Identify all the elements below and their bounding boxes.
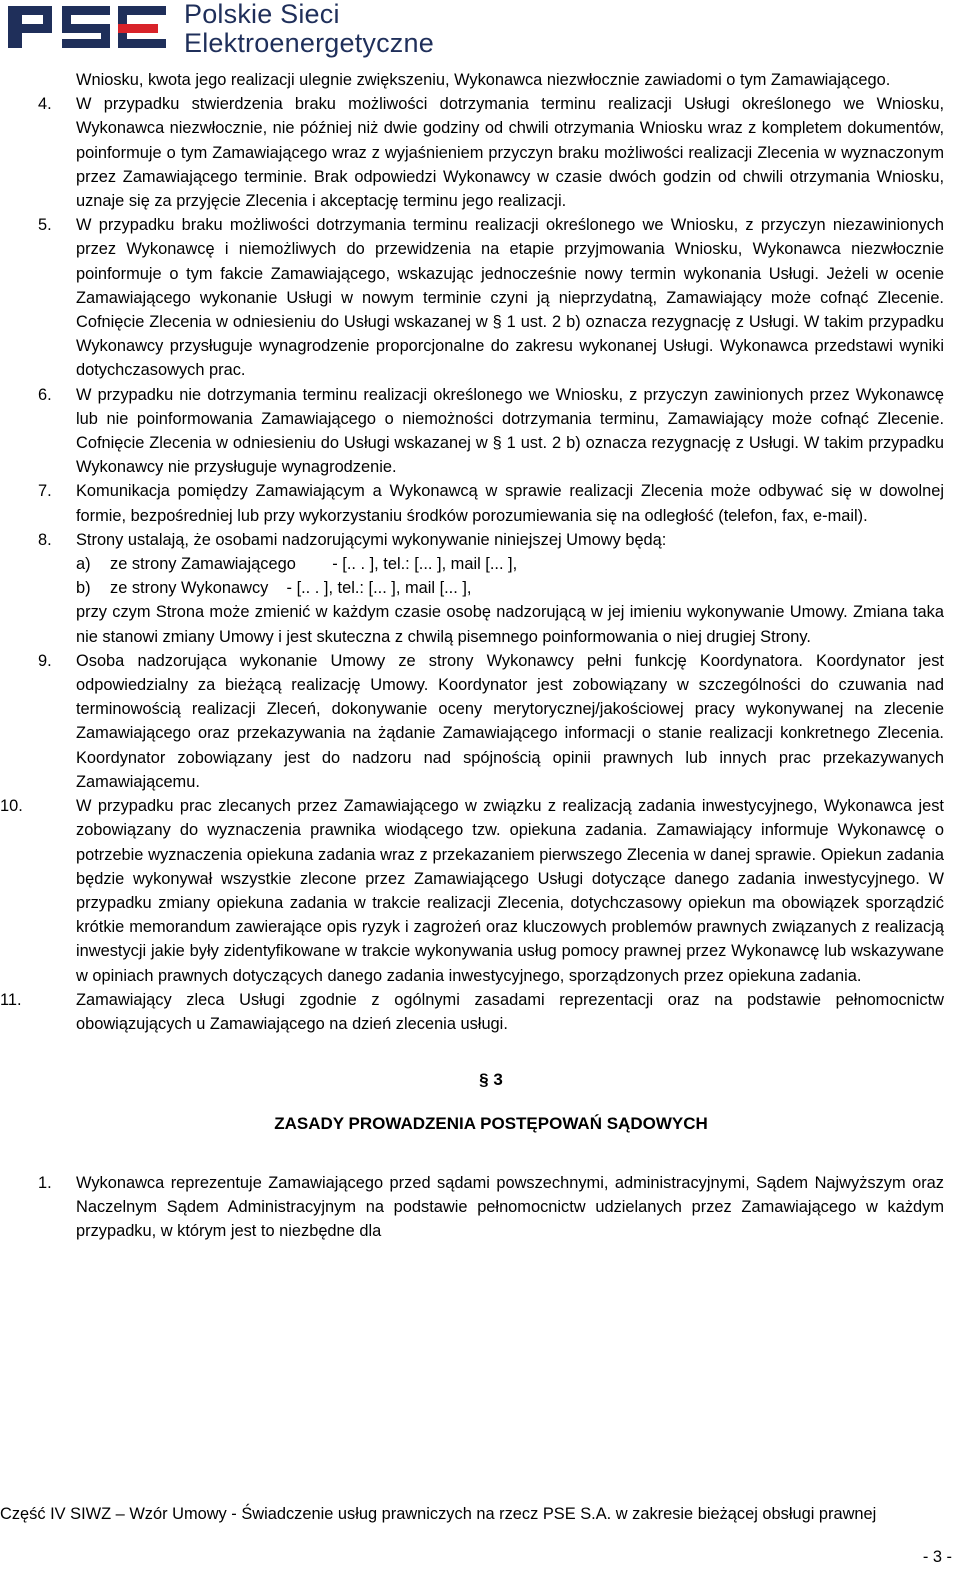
item-number: 10. xyxy=(0,797,23,816)
page-footer xyxy=(0,1502,960,1526)
list-item xyxy=(38,383,944,480)
item-text: Komunikacja pomiędzy Zamawiającym a Wykonawcą w sprawie realizacji Zlecenia może odbywać się w dowolnej formie, bezpośredniej lub przy wykorzystaniu środków porozumiewania się na odległość (telefon, fax, e-mail). xyxy=(76,482,944,525)
section-sign: § 3 xyxy=(479,1070,503,1090)
sub-item xyxy=(38,576,944,600)
list-item xyxy=(0,794,944,988)
footer-text: Część IV SIWZ – Wzór Umowy - Świadczenie usług prawniczych na rzecz PSE S.A. w zakresie bieżącej obsługi prawnej xyxy=(0,1505,877,1523)
section-list xyxy=(38,1171,944,1244)
list-item xyxy=(38,479,944,527)
list-item xyxy=(38,528,944,649)
page-header xyxy=(8,0,528,60)
sub-item-letter: b) xyxy=(76,579,91,598)
sub-item-letter: a) xyxy=(76,555,91,574)
item-number: 8. xyxy=(38,530,52,549)
item-number: 1. xyxy=(38,1173,52,1192)
item-text: W przypadku nie dotrzymania terminu realizacji określonego we Wniosku, z przyczyn zawinionych przez Wykonawcę lub nie poinformowania Zamawiającego o niemożności dotrzymania terminu, Zamawiający może cofnąć Zlecenie. Cofnięcie Zlecenia w odniesieniu do Usługi wskazanej w § 1 ust. 2 b) oznacza rezygnację z Usługi. W takim przypadku Wykonawcy nie przysługuje wynagrodzenie. xyxy=(76,385,944,477)
sub-item-text: ze strony Wykonawcy - [.. . ], tel.: [... ], mail [... ], xyxy=(110,579,472,598)
company-name-line1: Polskie Sieci xyxy=(184,0,340,29)
company-name xyxy=(184,0,434,58)
list-item xyxy=(38,213,944,382)
company-name-line2: Elektroenergetyczne xyxy=(184,28,434,58)
list-item xyxy=(0,988,944,1036)
list-item xyxy=(38,92,944,213)
sub-item xyxy=(38,552,944,576)
item-number: 11. xyxy=(0,990,22,1009)
list-item xyxy=(38,649,944,794)
item-number: 9. xyxy=(38,651,52,670)
item-number: 4. xyxy=(38,95,52,114)
item-text: W przypadku stwierdzenia braku możliwości dotrzymania terminu realizacji Usługi określonego we Wniosku, Wykonawca niezwłocznie, nie później niż dwie godziny od chwili otrzymania Wniosku wraz z kompletem dokumentów, poinformuje o tym Zamawiającego wraz z wyjaśnieniem przyczyn braku możliwości realizacji Zlecenia w wyznaczonym przez Zamawiającego terminie. Brak odpowiedzi Wykonawcy w czasie dwóch godzin od chwili otrzymania Wniosku, uznaje się za przyjęcie Zlecenia i akceptację terminu jego realizacji. xyxy=(76,95,944,211)
item-text: W przypadku prac zlecanych przez Zamawiającego w związku z realizacją zadania inwestycyjnego, Wykonawca jest zobowiązany do wyznaczenia prawnika wiodącego tzw. opiekuna zadania. Zamawiający informuje Wykonawcę o potrzebie wyznaczenia opiekuna zadania wraz z przekazaniem pierwszego Zlecenia w danej sprawie. Opiekun zadania będzie wykonywał wszystkie zlecone przez Zamawiającego Usługi dotyczące danego zadania inwestycyjnego. W przypadku zmiany opiekuna zadania w trakcie realizacji Zlecenia, dotychczasowy opiekun ma obowiązek sporządzić krótkie memorandum zawierające opis ryzyk i zagrożeń oraz kluczowych problemów prawnych związanych z realizacją inwestycji jakie były zidentyfikowane w trakcie wykonywania usług pomocy prawnej przez Wykonawcę lub wskazywane w opiniach prawnych dotyczących danego zadania inwestycyjnego, sporządzonych przez opiekuna zadania. xyxy=(76,797,944,985)
item-text: Strony ustalają, że osobami nadzorującymi wykonywanie niniejszej Umowy będą: xyxy=(76,530,667,549)
item-text: Wykonawca reprezentuje Zamawiającego przed sądami powszechnymi, administracyjnymi, Sądem Najwyższym oraz Naczelnym Sądem Administracyjnym na podstawie pełnomocnictw udzielanych przez Zamawiającego w każdym przypadku, w którym jest to niezbędne dla xyxy=(76,1173,944,1240)
document-body xyxy=(0,68,944,1243)
list-item xyxy=(38,1171,944,1244)
section-title: ZASADY PROWADZENIA POSTĘPOWAŃ SĄDOWYCH xyxy=(274,1114,708,1134)
item-text: Zamawiający zleca Usługi zgodnie z ogólnymi zasadami reprezentacji oraz na podstawie pełnomocnictw obowiązujących u Zamawiającego na dzień zlecenia usługi. xyxy=(76,990,944,1033)
pse-logo xyxy=(8,2,168,58)
page-number: - 3 - xyxy=(922,1548,952,1566)
item-number: 7. xyxy=(38,482,52,501)
sub-item-text: ze strony Zamawiającego - [.. . ], tel.: [... ], mail [... ], xyxy=(110,555,518,574)
item-number: 6. xyxy=(38,385,52,404)
item-text: Osoba nadzorująca wykonanie Umowy ze strony Wykonawcy pełni funkcję Koordynatora. Koordynator jest odpowiedzialny za bieżącą realizację Umowy. Koordynator jest zobowiązany w szczególności do czuwania nad terminowością realizacji Zleceń, dokonywanie oceny merytorycznej/jakościowej pracy wykonywanej na zlecenie Zamawiającego oraz przekazywania na żądanie Zamawiającego informacji o stanie realizacji konkretnego Zlecenia. Koordynator zobowiązany jest do nadzoru nad spójnością opinii prawnych lub innych prac przekazywanych Zamawiającemu. xyxy=(76,651,944,791)
continuation-paragraph: Wniosku, kwota jego realizacji ulegnie zwiększeniu, Wykonawca niezwłocznie zawiadomi o tym Zamawiającego. xyxy=(76,71,891,89)
item-text: W przypadku braku możliwości dotrzymania terminu realizacji określonego we Wniosku, z przyczyn niezawinionych przez Wykonawcę i niemożliwych do przewidzenia na etapie przyjmowania Wniosku, Wykonawca niezwłocznie poinformuje o tym fakcie Zamawiającego, wskazując jednocześnie nowy termin wykonania Usługi. Jeżeli w ocenie Zamawiającego wykonanie Usługi w nowym terminie czyni ją nieprzydatną, Zamawiający może cofnąć Zlecenie. Cofnięcie Zlecenia w odniesieniu do Usługi wskazanej w § 1 ust. 2 b) oznacza rezygnację z Usługi. W takim przypadku Wykonawcy przysługuje wynagrodzenie proporcjonalne do zakresu wykonanej Usługi. Wykonawca przedstawi wyniki dotychczasowych prac. xyxy=(76,216,944,380)
numbered-list xyxy=(0,92,944,1036)
item-number: 5. xyxy=(38,216,52,235)
item-after-text: przy czym Strona może zmienić w każdym czasie osobę nadzorującą w jej imieniu wykonywanie Umowy. Zmiana taka nie stanowi zmiany Umowy i jest skuteczna z chwilą pisemnego poinformowania o niej drugiej Strony. xyxy=(76,603,944,646)
